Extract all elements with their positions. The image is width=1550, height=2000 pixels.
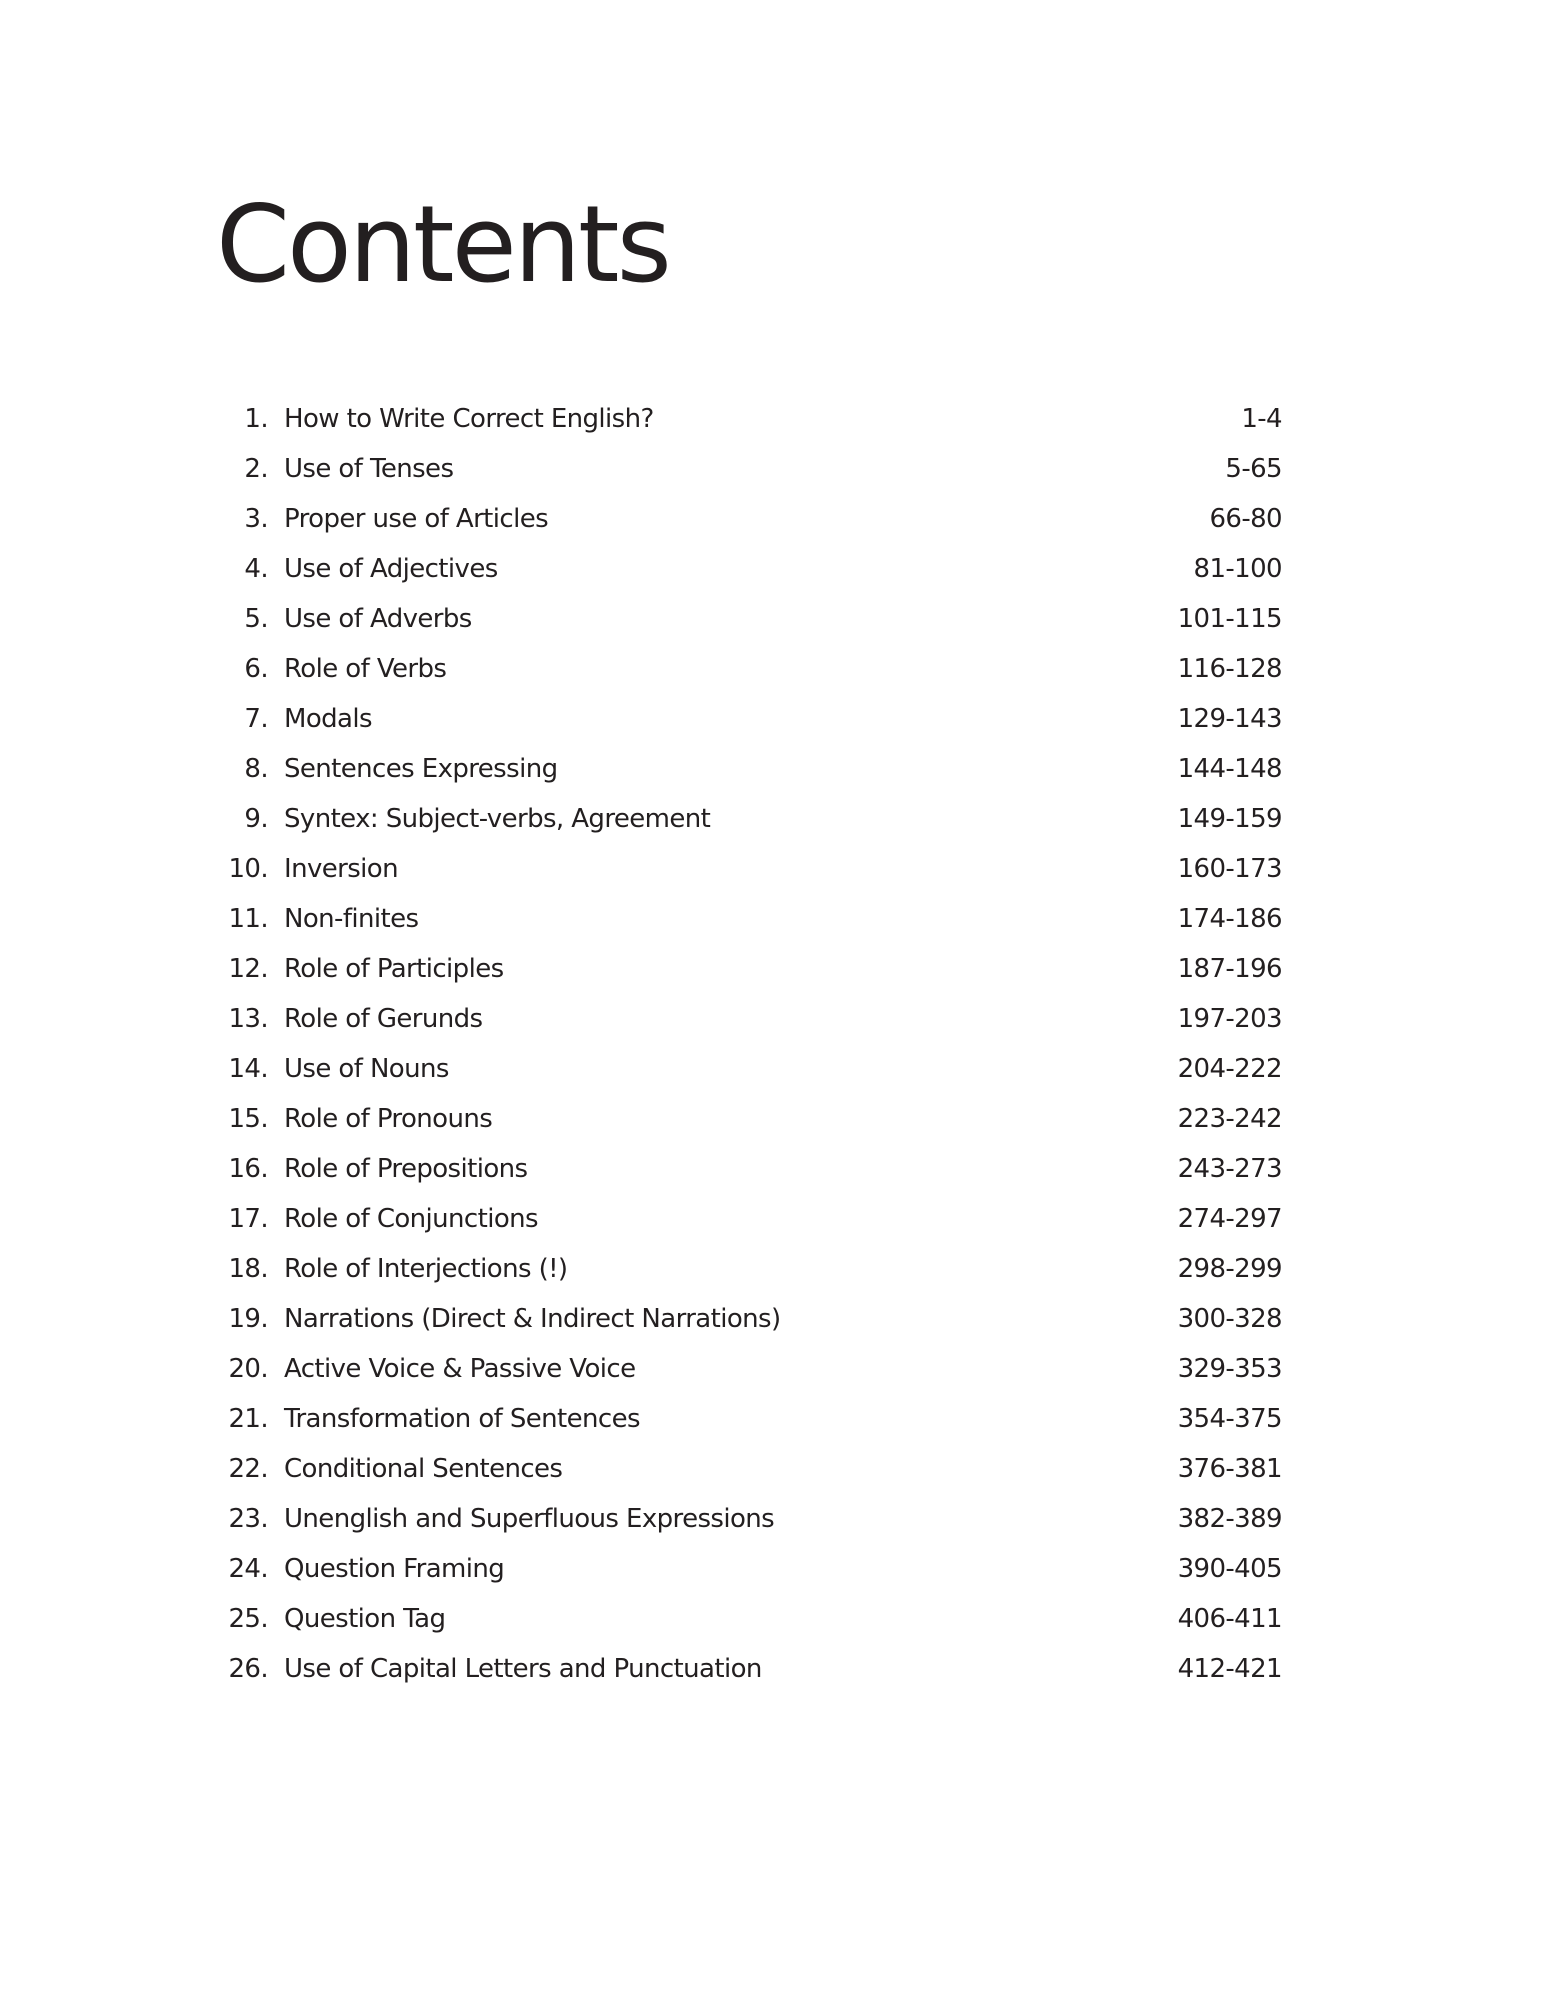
toc-entry-pages: 160-173 xyxy=(1177,854,1282,884)
toc-entry-title: Role of Verbs xyxy=(284,654,447,684)
toc-entry xyxy=(212,644,1282,694)
toc-entry-pages: 382-389 xyxy=(1177,1504,1282,1534)
toc-entry xyxy=(212,494,1282,544)
toc-entry-title: Role of Gerunds xyxy=(284,1004,483,1034)
toc-entry-pages: 376-381 xyxy=(1177,1454,1282,1484)
toc-entry xyxy=(212,594,1282,644)
toc-entry-number: 26. xyxy=(228,1654,268,1684)
toc-entry xyxy=(212,844,1282,894)
toc-entry-number: 2. xyxy=(244,454,268,484)
toc-entry-pages: 144-148 xyxy=(1177,754,1282,784)
toc-entry-number: 10. xyxy=(228,854,268,884)
toc-entry-title: Use of Adjectives xyxy=(284,554,498,584)
toc-entry-number: 16. xyxy=(228,1154,268,1184)
toc-entry-number: 6. xyxy=(244,654,268,684)
toc-entry xyxy=(212,1544,1282,1594)
page-title: Contents xyxy=(216,183,669,306)
toc-entry-number: 5. xyxy=(244,604,268,634)
toc-entry xyxy=(212,1044,1282,1094)
toc-entry xyxy=(212,894,1282,944)
toc-entry xyxy=(212,1094,1282,1144)
toc-entry-pages: 412-421 xyxy=(1177,1654,1282,1684)
toc-entry-title: Inversion xyxy=(284,854,398,884)
toc-entry-pages: 129-143 xyxy=(1177,704,1282,734)
toc-entry xyxy=(212,1644,1282,1694)
toc-entry-title: Question Tag xyxy=(284,1604,446,1634)
toc-entry-number: 17. xyxy=(228,1204,268,1234)
toc-entry xyxy=(212,794,1282,844)
toc-entry-title: Use of Adverbs xyxy=(284,604,472,634)
toc-entry-number: 21. xyxy=(228,1404,268,1434)
toc-entry-number: 20. xyxy=(228,1354,268,1384)
toc-entry-number: 9. xyxy=(244,804,268,834)
toc-entry-pages: 329-353 xyxy=(1177,1354,1282,1384)
toc-entry-number: 25. xyxy=(228,1604,268,1634)
toc-entry-title: How to Write Correct English? xyxy=(284,404,654,434)
toc-entry-number: 14. xyxy=(228,1054,268,1084)
toc-entry-title: Role of Participles xyxy=(284,954,504,984)
toc-entry-number: 18. xyxy=(228,1254,268,1284)
toc-entry-number: 13. xyxy=(228,1004,268,1034)
toc-entry-title: Question Framing xyxy=(284,1554,505,1584)
toc-entry-number: 23. xyxy=(228,1504,268,1534)
toc-entry-pages: 116-128 xyxy=(1177,654,1282,684)
toc-entry xyxy=(212,544,1282,594)
toc-entry-title: Narrations (Direct & Indirect Narrations) xyxy=(284,1304,781,1334)
toc-entry-title: Use of Tenses xyxy=(284,454,454,484)
toc-entry-pages: 390-405 xyxy=(1177,1554,1282,1584)
toc-entry-title: Unenglish and Superfluous Expressions xyxy=(284,1504,775,1534)
toc-list xyxy=(212,394,1282,1694)
toc-entry-pages: 81-100 xyxy=(1193,554,1282,584)
toc-entry-title: Role of Interjections (!) xyxy=(284,1254,568,1284)
toc-entry xyxy=(212,1344,1282,1394)
toc-entry xyxy=(212,444,1282,494)
toc-entry-number: 3. xyxy=(244,504,268,534)
toc-entry-title: Modals xyxy=(284,704,372,734)
toc-entry xyxy=(212,1294,1282,1344)
toc-entry-pages: 354-375 xyxy=(1177,1404,1282,1434)
toc-entry xyxy=(212,944,1282,994)
toc-entry-number: 24. xyxy=(228,1554,268,1584)
toc-entry-pages: 243-273 xyxy=(1177,1154,1282,1184)
toc-entry-pages: 298-299 xyxy=(1177,1254,1282,1284)
toc-entry xyxy=(212,1594,1282,1644)
toc-entry-number: 15. xyxy=(228,1104,268,1134)
toc-entry-title: Proper use of Articles xyxy=(284,504,549,534)
toc-entry-number: 7. xyxy=(244,704,268,734)
toc-entry xyxy=(212,1394,1282,1444)
toc-entry xyxy=(212,1144,1282,1194)
toc-entry-title: Transformation of Sentences xyxy=(284,1404,640,1434)
toc-entry-title: Role of Prepositions xyxy=(284,1154,528,1184)
toc-entry-pages: 174-186 xyxy=(1177,904,1282,934)
toc-entry-title: Conditional Sentences xyxy=(284,1454,563,1484)
toc-entry-number: 1. xyxy=(244,404,268,434)
toc-entry-title: Role of Conjunctions xyxy=(284,1204,538,1234)
toc-entry-pages: 101-115 xyxy=(1177,604,1282,634)
toc-entry-title: Use of Capital Letters and Punctuation xyxy=(284,1654,762,1684)
toc-entry-title: Sentences Expressing xyxy=(284,754,558,784)
toc-entry xyxy=(212,994,1282,1044)
toc-entry-pages: 187-196 xyxy=(1177,954,1282,984)
toc-entry-number: 4. xyxy=(244,554,268,584)
toc-entry-pages: 5-65 xyxy=(1225,454,1282,484)
toc-entry-pages: 1-4 xyxy=(1241,404,1282,434)
toc-entry-number: 19. xyxy=(228,1304,268,1334)
toc-entry-number: 12. xyxy=(228,954,268,984)
toc-entry-title: Non-finites xyxy=(284,904,419,934)
toc-entry-pages: 223-242 xyxy=(1177,1104,1282,1134)
toc-entry xyxy=(212,744,1282,794)
toc-entry-title: Active Voice & Passive Voice xyxy=(284,1354,636,1384)
toc-entry-pages: 204-222 xyxy=(1177,1054,1282,1084)
toc-entry xyxy=(212,1194,1282,1244)
toc-entry xyxy=(212,694,1282,744)
toc-entry xyxy=(212,1244,1282,1294)
toc-entry xyxy=(212,1494,1282,1544)
toc-entry-pages: 406-411 xyxy=(1177,1604,1282,1634)
toc-entry-pages: 300-328 xyxy=(1177,1304,1282,1334)
toc-entry xyxy=(212,394,1282,444)
toc-entry-number: 22. xyxy=(228,1454,268,1484)
toc-entry-pages: 149-159 xyxy=(1177,804,1282,834)
toc-entry-number: 11. xyxy=(228,904,268,934)
toc-entry xyxy=(212,1444,1282,1494)
toc-entry-pages: 274-297 xyxy=(1177,1204,1282,1234)
toc-entry-number: 8. xyxy=(244,754,268,784)
toc-entry-title: Syntex: Subject-verbs, Agreement xyxy=(284,804,711,834)
toc-entry-pages: 66-80 xyxy=(1209,504,1282,534)
toc-entry-title: Use of Nouns xyxy=(284,1054,449,1084)
toc-entry-pages: 197-203 xyxy=(1177,1004,1282,1034)
toc-entry-title: Role of Pronouns xyxy=(284,1104,493,1134)
